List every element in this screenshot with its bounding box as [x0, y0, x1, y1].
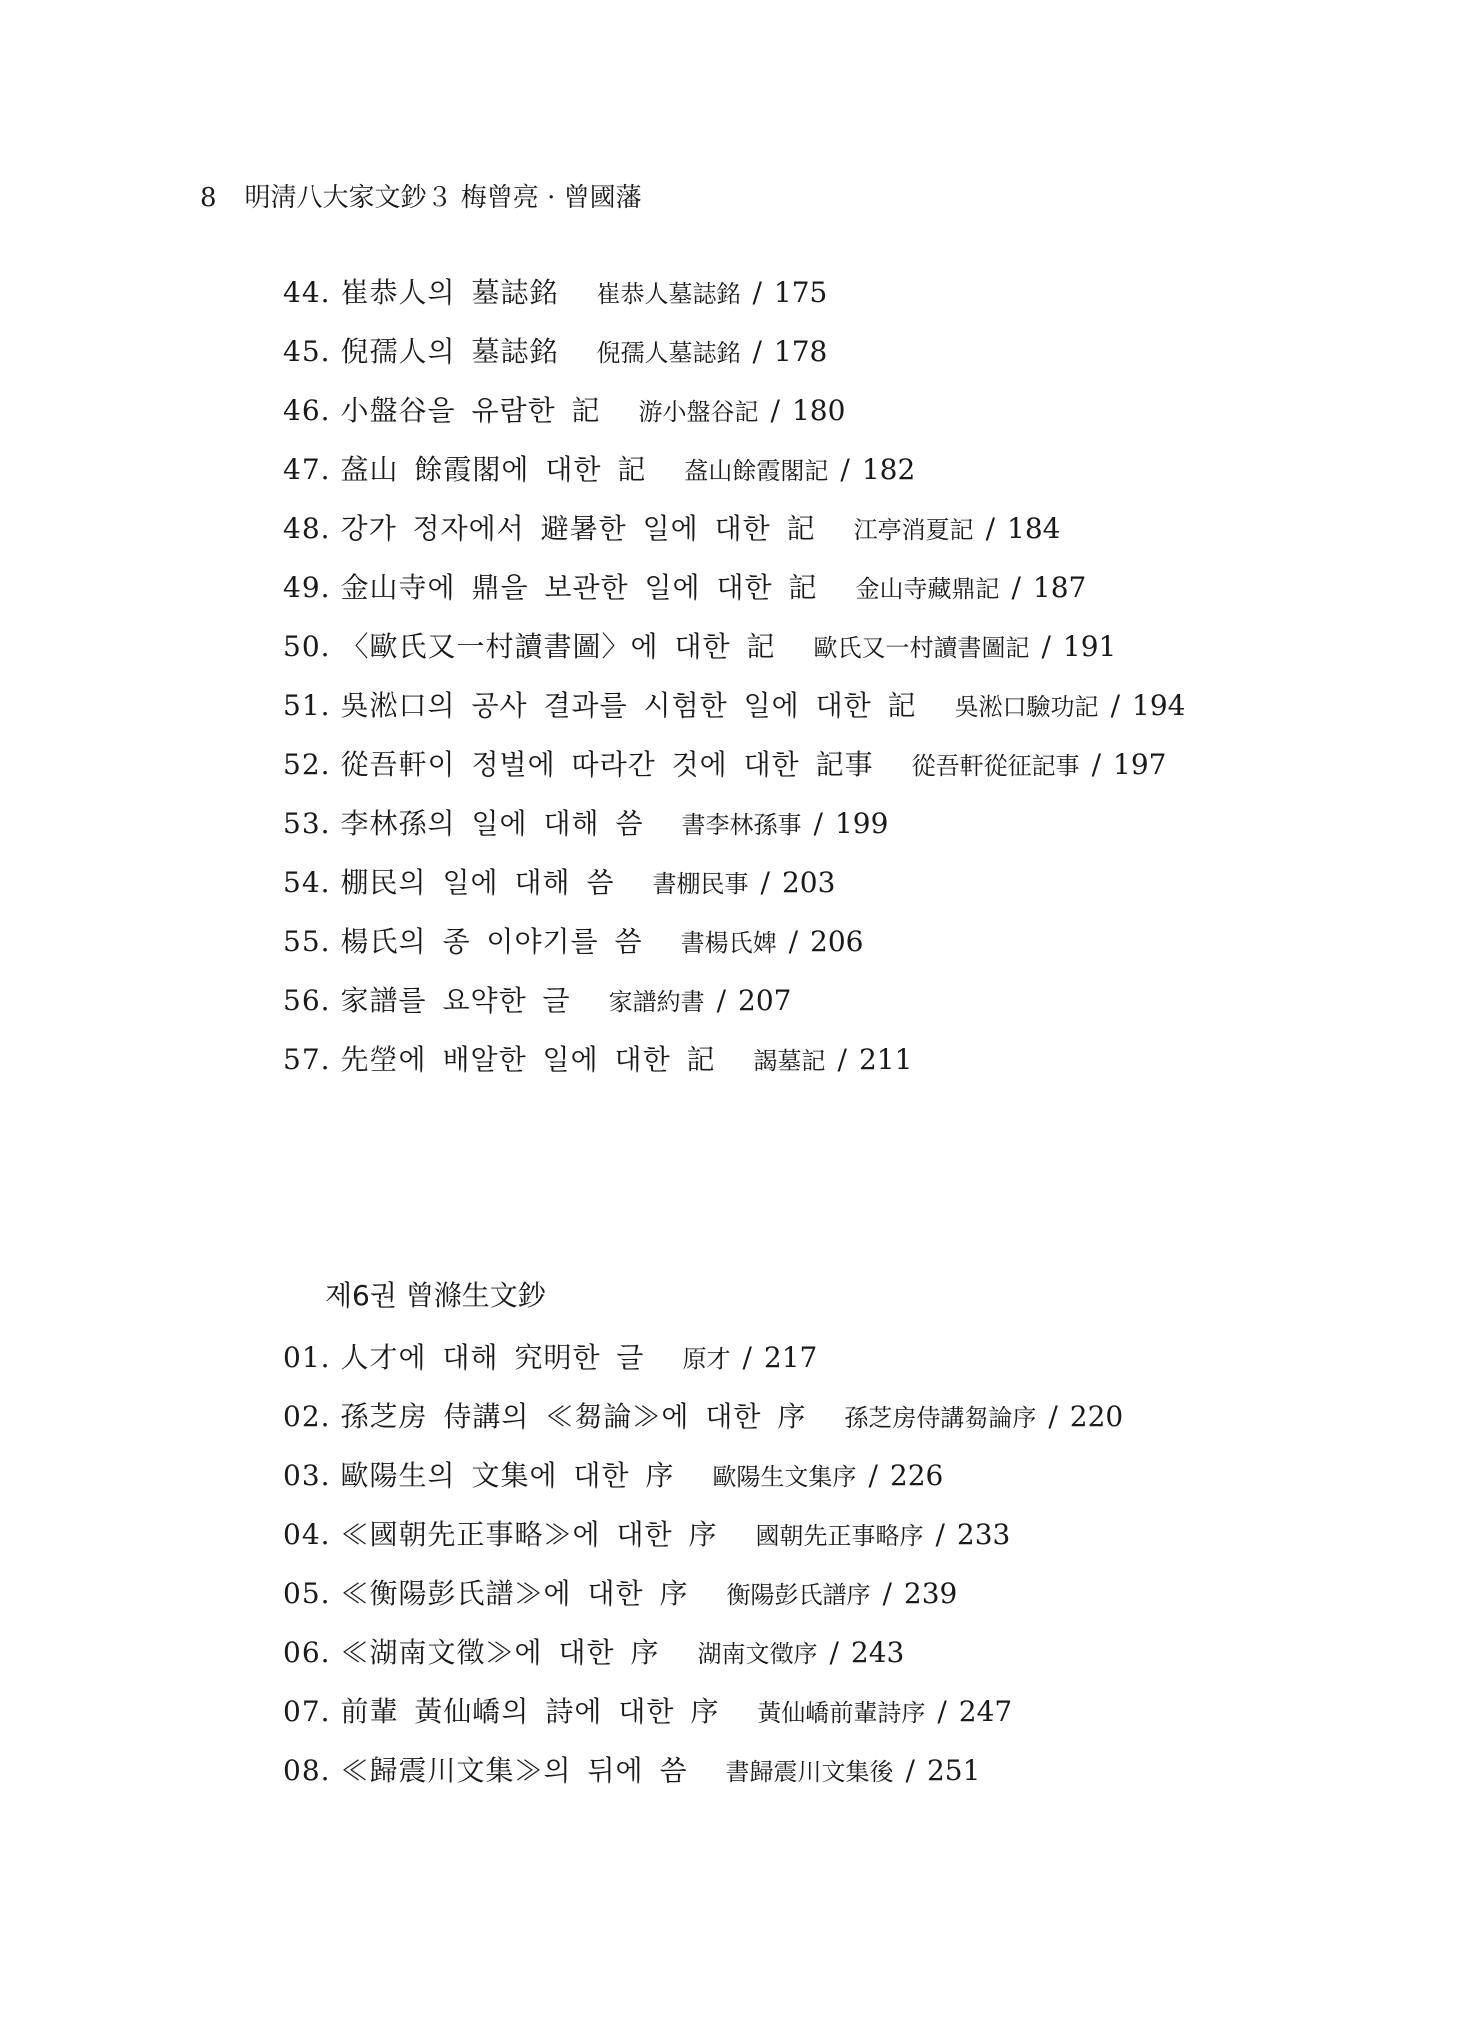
entry-number: 03.	[283, 1459, 331, 1492]
entry-korean-title: 歐陽生의 文集에 대한 序	[340, 1459, 675, 1492]
toc-entry	[283, 681, 1185, 740]
toc-entry	[283, 1746, 1123, 1805]
toc-entry	[283, 799, 1185, 858]
entry-separator: /	[788, 925, 799, 958]
entry-separator: /	[1110, 689, 1120, 722]
entry-korean-title: 吳淞口의 공사 결과를 시험한 일에 대한 記	[340, 689, 917, 722]
toc-entry	[283, 1392, 1123, 1451]
entry-page: 206	[810, 925, 864, 958]
entry-original-title: 江亭消夏記	[853, 516, 974, 544]
entry-number: 57.	[283, 1043, 331, 1076]
entry-original-title: 從吾軒從征記事	[911, 752, 1080, 780]
entry-separator: /	[837, 1043, 847, 1076]
entry-original-title: 謁墓記	[753, 1047, 826, 1075]
entry-number: 52.	[283, 748, 331, 781]
entry-separator: /	[752, 335, 762, 368]
entry-number: 54.	[283, 866, 331, 899]
entry-korean-title: 家譜를 요약한 글	[340, 984, 571, 1017]
entry-number: 45.	[283, 335, 331, 368]
entry-page: 184	[1007, 512, 1061, 545]
entry-original-title: 原才	[682, 1345, 731, 1373]
toc-entry	[283, 327, 1185, 386]
entry-korean-title: 前輩 黃仙嶠의 詩에 대한 序	[340, 1695, 720, 1728]
entry-korean-title: ≪衡陽彭氏譜≫에 대한 序	[340, 1577, 689, 1610]
entry-original-title: 書棚民事	[652, 870, 749, 898]
entry-original-title: 書楊氏婢	[680, 929, 777, 957]
entry-korean-title: 先塋에 배알한 일에 대한 記	[340, 1043, 716, 1076]
entry-page: 217	[763, 1341, 818, 1374]
entry-page: 211	[858, 1043, 913, 1076]
entry-page: 226	[889, 1459, 944, 1492]
entry-page: 194	[1132, 689, 1186, 722]
entry-original-title: 歐氏又一村讀書圖記	[813, 634, 1030, 662]
entry-number: 47.	[283, 453, 331, 486]
entry-separator: /	[1041, 630, 1051, 663]
toc-entry	[283, 563, 1185, 622]
entry-page: 207	[738, 984, 792, 1017]
entry-number: 49.	[283, 571, 331, 604]
entry-page: 175	[773, 276, 828, 309]
entry-page: 233	[956, 1518, 1011, 1551]
entry-separator: /	[868, 1459, 878, 1492]
entry-page: 197	[1113, 748, 1167, 781]
entry-page: 243	[850, 1636, 905, 1669]
entry-separator: /	[770, 394, 780, 427]
entry-korean-title: 金山寺에 鼎을 보관한 일에 대한 記	[340, 571, 818, 604]
entry-korean-title: 倪孺人의 墓誌銘	[340, 335, 559, 368]
entry-separator: /	[935, 1518, 945, 1551]
toc-entry	[283, 622, 1185, 681]
entry-separator: /	[1091, 748, 1102, 781]
entry-number: 51.	[283, 689, 331, 722]
entry-separator: /	[742, 1341, 752, 1374]
entry-original-title: 湖南文徵序	[697, 1640, 818, 1668]
entry-original-title: 書歸震川文集後	[725, 1758, 894, 1786]
entry-page: 178	[773, 335, 828, 368]
entry-number: 48.	[283, 512, 331, 545]
entry-original-title: 倪孺人墓誌銘	[596, 339, 741, 367]
entry-korean-title: 棚民의 일에 대해 씀	[340, 866, 615, 899]
entry-original-title: 國朝先正事略序	[755, 1522, 924, 1550]
entry-number: 53.	[283, 807, 331, 840]
entry-korean-title: ≪歸震川文集≫의 뒤에 씀	[340, 1754, 688, 1787]
toc-entry	[283, 445, 1185, 504]
entry-number: 02.	[283, 1400, 331, 1433]
entry-number: 07.	[283, 1695, 331, 1728]
entry-korean-title: 從吾軒이 정벌에 따라간 것에 대한 記事	[340, 748, 874, 781]
entry-korean-title: 崔恭人의 墓誌銘	[340, 276, 559, 309]
entry-page: 182	[861, 453, 916, 486]
entry-number: 44.	[283, 276, 331, 309]
entry-separator: /	[813, 807, 823, 840]
entry-number: 01.	[283, 1341, 331, 1374]
entry-original-title: 衡陽彭氏譜序	[726, 1581, 871, 1609]
page-number: 8	[200, 183, 217, 213]
entry-separator: /	[716, 984, 727, 1017]
entry-separator: /	[985, 512, 996, 545]
entry-separator: /	[752, 276, 762, 309]
toc-list-volume-6	[283, 1333, 1123, 1805]
entry-korean-title: 孫芝房 侍講의 ≪芻論≫에 대한 序	[340, 1400, 807, 1433]
entry-separator: /	[1048, 1400, 1058, 1433]
entry-separator: /	[905, 1754, 915, 1787]
entry-original-title: 金山寺藏鼎記	[855, 575, 1000, 603]
toc-entry	[283, 740, 1185, 799]
entry-number: 56.	[283, 984, 331, 1017]
entry-separator: /	[937, 1695, 947, 1728]
entry-page: 239	[903, 1577, 958, 1610]
toc-entry	[283, 386, 1185, 445]
section-heading: 제6권 曾滌生文鈔	[325, 1279, 546, 1312]
entry-original-title: 黃仙嶠前輩詩序	[757, 1699, 926, 1727]
toc-entry	[283, 858, 1185, 917]
toc-entry	[283, 1687, 1123, 1746]
entry-number: 46.	[283, 394, 331, 427]
entry-korean-title: 盋山 餘霞閣에 대한 記	[340, 453, 647, 486]
entry-number: 55.	[283, 925, 331, 958]
entry-page: 199	[834, 807, 889, 840]
entry-original-title: 歐陽生文集序	[712, 1463, 857, 1491]
entry-original-title: 崔恭人墓誌銘	[596, 280, 741, 308]
entry-original-title: 孫芝房侍講芻論序	[844, 1404, 1037, 1432]
toc-entry	[283, 1035, 1185, 1094]
entry-page: 251	[926, 1754, 981, 1787]
entry-original-title: 吳淞口驗功記	[954, 693, 1099, 721]
entry-korean-title: 〈歐氏又一村讀書圖〉에 대한 記	[340, 630, 776, 663]
toc-entry	[283, 917, 1185, 976]
toc-entry	[283, 1628, 1123, 1687]
toc-entry	[283, 1510, 1123, 1569]
entry-page: 203	[781, 866, 836, 899]
entry-page: 180	[791, 394, 846, 427]
toc-entry	[283, 1451, 1123, 1510]
entry-original-title: 書李林孫事	[681, 811, 802, 839]
entry-korean-title: 小盤谷을 유람한 記	[340, 394, 601, 427]
entry-page: 187	[1032, 571, 1087, 604]
entry-separator: /	[829, 1636, 839, 1669]
entry-separator: /	[882, 1577, 892, 1610]
entry-korean-title: 楊氏의 종 이야기를 씀	[340, 925, 643, 958]
entry-original-title: 盋山餘霞閣記	[684, 457, 829, 485]
entry-original-title: 家譜約書	[608, 988, 705, 1016]
toc-entry	[283, 504, 1185, 563]
entry-page: 220	[1069, 1400, 1124, 1433]
entry-number: 04.	[283, 1518, 331, 1551]
book-title: 明淸八大家文鈔３ 梅曾亮 · 曾國藩	[244, 183, 642, 213]
entry-page: 247	[958, 1695, 1013, 1728]
entry-korean-title: ≪國朝先正事略≫에 대한 序	[340, 1518, 718, 1551]
entry-korean-title: 人才에 대해 究明한 글	[340, 1341, 645, 1374]
entry-korean-title: ≪湖南文徵≫에 대한 序	[340, 1636, 660, 1669]
toc-entry	[283, 976, 1185, 1035]
entry-separator: /	[1011, 571, 1021, 604]
entry-korean-title: 강가 정자에서 避暑한 일에 대한 記	[340, 512, 816, 545]
entry-number: 08.	[283, 1754, 331, 1787]
entry-number: 06.	[283, 1636, 331, 1669]
running-header	[200, 180, 642, 216]
toc-entry	[283, 268, 1185, 327]
entry-number: 50.	[283, 630, 331, 663]
toc-entry	[283, 1569, 1123, 1628]
entry-number: 05.	[283, 1577, 331, 1610]
toc-list-volume-5	[283, 268, 1185, 1094]
toc-entry	[283, 1333, 1123, 1392]
entry-separator: /	[760, 866, 770, 899]
entry-page: 191	[1062, 630, 1117, 663]
entry-original-title: 游小盤谷記	[638, 398, 759, 426]
entry-korean-title: 李林孫의 일에 대해 씀	[340, 807, 644, 840]
entry-separator: /	[840, 453, 850, 486]
